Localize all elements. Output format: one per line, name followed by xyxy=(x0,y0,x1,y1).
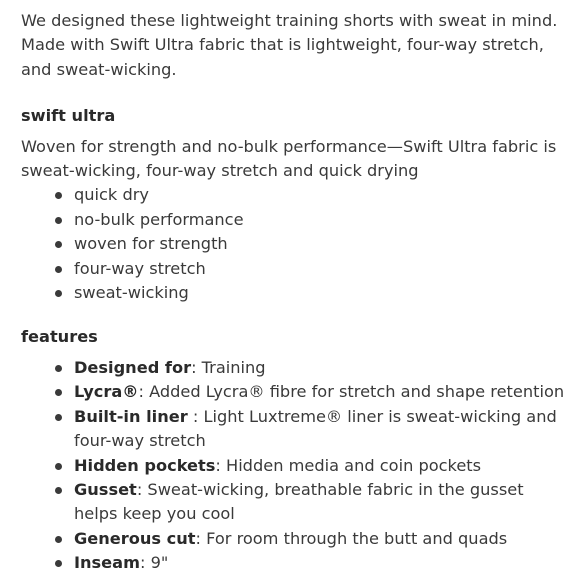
feature-item-designed-for xyxy=(74,356,566,380)
feature-label: Gusset xyxy=(74,479,137,499)
feature-item-generous-cut xyxy=(74,527,566,551)
bullet-text: woven for strength xyxy=(74,234,228,254)
feature-label: Generous cut xyxy=(74,528,196,548)
bullet-dot-icon xyxy=(55,536,62,543)
feature-text: Added Lycra® fibre for stretch and shape retention xyxy=(149,382,565,402)
feature-label: Hidden pockets xyxy=(74,455,216,475)
bullet-dot-icon xyxy=(55,414,62,421)
feature-item-built-in-liner xyxy=(74,405,566,454)
feature-label: Designed for xyxy=(74,357,192,377)
list-item xyxy=(74,281,566,305)
feature-separator: : xyxy=(139,553,151,573)
features-list xyxy=(21,356,566,576)
feature-text: Light Luxtreme® liner is sweat-wicking and four-way stretch xyxy=(74,406,557,451)
bullet-dot-icon xyxy=(55,560,62,567)
bullet-dot-icon xyxy=(55,241,62,248)
features-heading: features xyxy=(21,327,98,347)
feature-separator: : xyxy=(138,382,150,402)
bullet-text: four-way stretch xyxy=(74,258,206,278)
feature-item-gusset xyxy=(74,478,566,527)
feature-separator: : xyxy=(195,528,207,548)
feature-item-hidden-pockets xyxy=(74,454,566,478)
fabric-bullet-list xyxy=(21,183,566,305)
list-item xyxy=(74,183,566,207)
list-item xyxy=(74,232,566,256)
bullet-dot-icon xyxy=(55,365,62,372)
bullet-dot-icon xyxy=(55,389,62,396)
list-item xyxy=(74,208,566,232)
bullet-dot-icon xyxy=(55,290,62,297)
intro-paragraph: We designed these lightweight training shorts with sweat in mind. Made with Swift Ultra fabric that is lightweight, four-way stretch, and sweat-wicking. xyxy=(21,11,558,79)
bullet-text: no-bulk performance xyxy=(74,209,244,229)
feature-separator: : xyxy=(187,406,204,426)
feature-text: Hidden media and coin pockets xyxy=(226,455,482,475)
bullet-dot-icon xyxy=(55,217,62,224)
feature-text: 9" xyxy=(150,553,169,573)
bullet-text: sweat-wicking xyxy=(74,283,189,303)
feature-item-inseam xyxy=(74,551,566,575)
feature-separator: : xyxy=(215,455,227,475)
bullet-dot-icon xyxy=(55,192,62,199)
bullet-dot-icon xyxy=(55,266,62,273)
bullet-text: quick dry xyxy=(74,185,149,205)
bullet-dot-icon xyxy=(55,463,62,470)
feature-text: For room through the butt and quads xyxy=(206,528,508,548)
fabric-description: Woven for strength and no-bulk performance—Swift Ultra fabric is sweat-wicking, four-way stretch and quick drying xyxy=(21,136,557,181)
feature-label: Inseam xyxy=(74,553,140,573)
feature-item-lycra xyxy=(74,380,566,404)
feature-text: Training xyxy=(201,357,266,377)
bullet-dot-icon xyxy=(55,487,62,494)
feature-separator: : xyxy=(191,357,202,377)
feature-label: Lycra® xyxy=(74,382,139,402)
feature-label: Built-in liner xyxy=(74,406,188,426)
list-item xyxy=(74,257,566,281)
feature-separator: : xyxy=(136,479,148,499)
fabric-heading: swift ultra xyxy=(21,106,116,126)
feature-text: Sweat-wicking, breathable fabric in the gusset helps keep you cool xyxy=(74,479,524,524)
